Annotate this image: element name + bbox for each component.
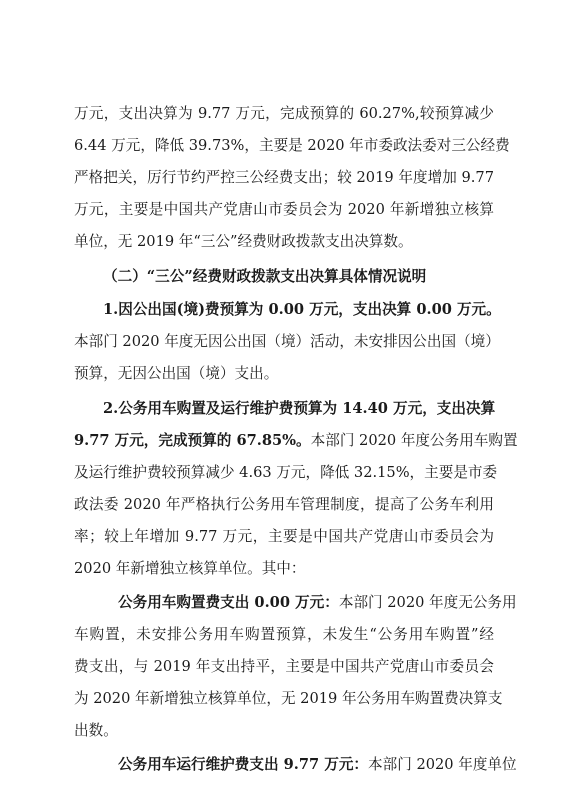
body-line: [74, 131, 510, 161]
subsection-heading: [103, 295, 501, 325]
line-text: 政法委 2020 年严格执行公务用车管理制度，提高了公务车利用: [74, 496, 494, 513]
body-line: [74, 684, 503, 714]
line-text: 预算，无因公出国（境）支出。: [74, 365, 279, 382]
line-bold: 公务用车运行维护费支出 9.77 万元：: [118, 756, 369, 773]
subsection-heading-bold: 2.公务用车购置及运行维护费预算为 14.40 万元，支出决算: [103, 400, 496, 417]
section-heading: [103, 262, 494, 292]
line-text: 本部门 2020 年度无因公出国（境）活动，未安排因公出国（境）: [74, 333, 500, 350]
body-line: [74, 359, 494, 389]
body-line: [74, 620, 494, 650]
body-line: [74, 195, 494, 225]
body-line: [118, 750, 517, 780]
body-line: [74, 458, 498, 488]
body-line: [74, 327, 500, 357]
line-text: 车购置，未安排公务用车购置预算，未发生“公务用车购置”经: [74, 626, 494, 643]
body-line: [74, 163, 494, 193]
line-text: 2020 年新增独立核算单位。其中：: [74, 560, 306, 577]
line-text: 本部门 2020 年度公务用车购置: [310, 432, 518, 449]
line-text: 费支出，与 2019 年支出持平，主要是中国共产党唐山市委员会: [74, 658, 494, 675]
body-line: [74, 99, 494, 129]
subsection-heading: [103, 394, 494, 424]
line-text: 为 2020 年新增独立核算单位，无 2019 年公务用车购置费决算支: [74, 690, 503, 707]
body-line: [74, 227, 494, 257]
line-text: 严格把关，厉行节约严控三公经费支出；较 2019 年度增加 9.77: [74, 169, 494, 186]
body-line: [74, 716, 494, 746]
line-text: 单位，无 2019 年“三公”经费财政拨款支出决算数。: [74, 233, 413, 250]
line-text: 出数。: [74, 722, 118, 739]
body-line: [118, 588, 517, 618]
line-bold: 9.77 万元，完成预算的 67.85%。: [74, 432, 311, 449]
body-line: [74, 522, 494, 552]
line-text: 本部门 2020 年度无公务用: [338, 594, 517, 611]
section-heading-text: （二）“三公”经费财政拨款支出决算具体情况说明: [103, 268, 427, 285]
line-text: 万元，支出决算为 9.77 万元，完成预算的 60.27%,较预算减少: [74, 105, 494, 122]
line-text: 6.44 万元，降低 39.73%，主要是 2020 年市委政法委对三公经费: [74, 137, 510, 154]
line-bold: 公务用车购置费支出 0.00 万元：: [118, 594, 339, 611]
body-line: [74, 652, 494, 682]
body-line: [74, 426, 518, 456]
line-text: 及运行维护费较预算减少 4.63 万元，降低 32.15%，主要是市委: [74, 464, 498, 481]
line-text: 本部门 2020 年度单位: [368, 756, 517, 773]
line-text: 万元，主要是中国共产党唐山市委员会为 2020 年新增独立核算: [74, 201, 494, 218]
subsection-heading-bold: 1.因公出国(境)费预算为 0.00 万元，支出决算 0.00 万元。: [103, 301, 501, 318]
body-line: [74, 490, 494, 520]
body-line: [74, 554, 494, 584]
line-text: 率；较上年增加 9.77 万元，主要是中国共产党唐山市委员会为: [74, 528, 494, 545]
